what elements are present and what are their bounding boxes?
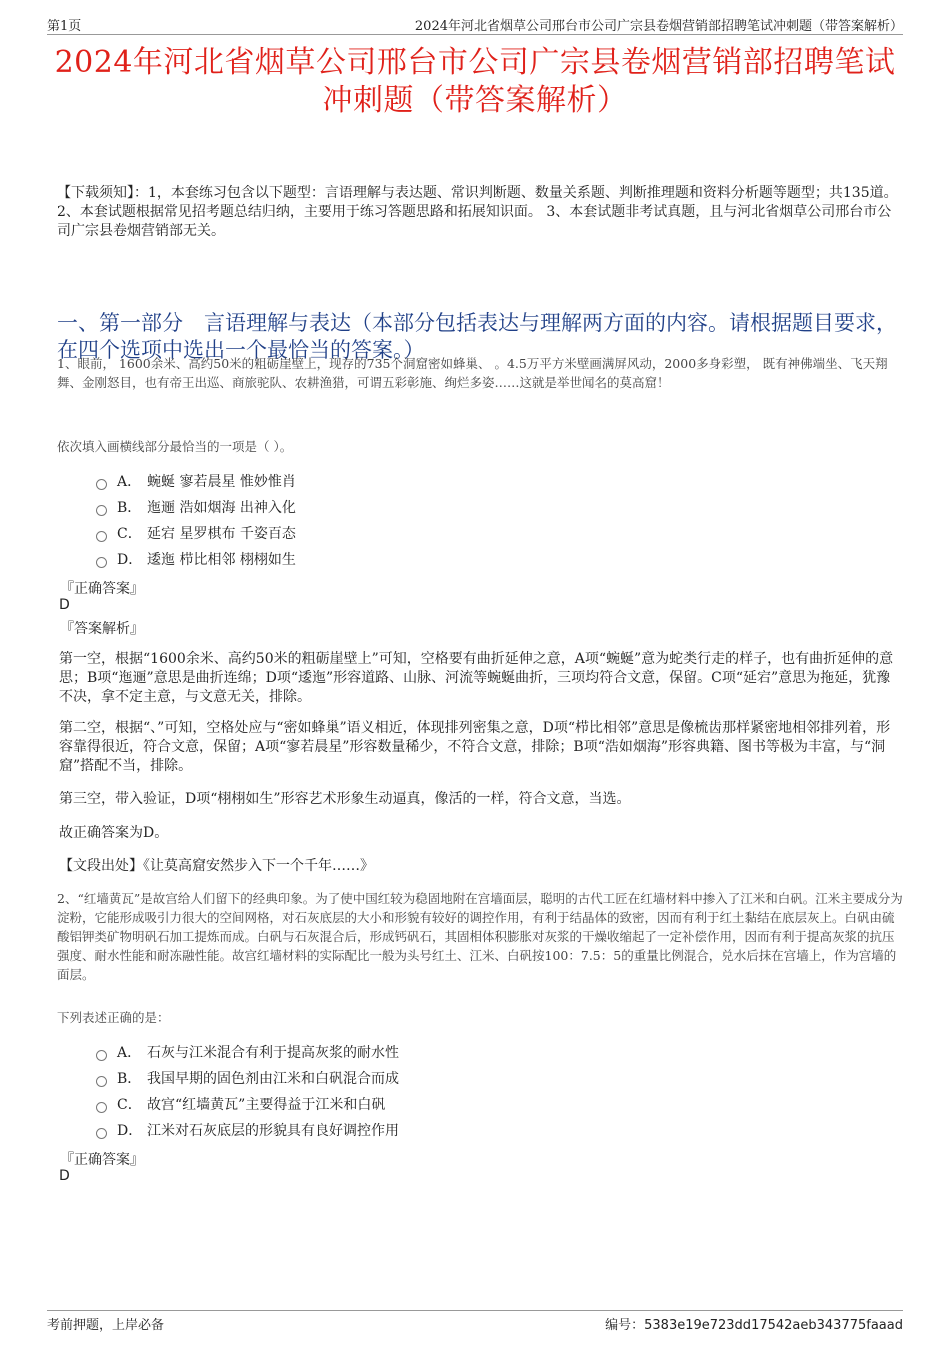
page-footer: [47, 1310, 903, 1333]
download-notice: 【下载须知】：1，本套练习包含以下题型：言语理解与表达题、常识判断题、数量关系题、判断推理题和资料分析题等题型；共135道。 2、本套试题根据常见招考题总结归纳，主要用于练习答题思路和拓展知识面。 3、本套试题非考试真题，且与河北省烟草公司邢台市公司广宗县卷烟营销部无关。: [57, 185, 898, 239]
option-text: 迤逦 浩如烟海 出神入化: [147, 500, 296, 516]
q1-option-b[interactable]: [96, 497, 296, 517]
footer-code-label: 编号：: [605, 1318, 645, 1333]
radio-icon[interactable]: [96, 479, 107, 490]
option-letter: A．: [117, 474, 142, 490]
q1-analysis-label: 『答案解析』: [60, 621, 144, 637]
option-letter: C．: [117, 526, 142, 542]
text-source: 【文段出处】《让莫高窟安然步入下一个千年……》: [59, 858, 374, 874]
q1-answer: D: [59, 597, 70, 613]
page-title: [47, 44, 903, 120]
option-letter: D．: [117, 552, 143, 568]
q2-option-b[interactable]: [96, 1068, 399, 1088]
q2-option-c[interactable]: [96, 1094, 385, 1114]
option-text: 江米对石灰底层的形貌具有良好调控作用: [147, 1123, 399, 1139]
radio-icon[interactable]: [96, 1050, 107, 1061]
option-letter: D．: [117, 1123, 143, 1139]
radio-icon[interactable]: [96, 557, 107, 568]
option-text: 蜿蜒 寥若晨星 惟妙惟肖: [147, 474, 296, 490]
section-heading: 一、第一部分 言语理解与表达（本部分包括表达与理解两方面的内容。请根据题目要求，在四个选项中选出一个最恰当的答案。）: [57, 311, 897, 362]
q1-answer-label: 『正确答案』: [60, 581, 144, 597]
question-1-text: 1、眼前， 1600余米、高约50米的粗砺崖壁上，现存的735个洞窟密如蜂巢、 。4.5万平方米壁画满屏风动，2000多身彩塑， 既有神佛端坐、飞天翔舞、金刚怒目，也有帝王出巡、商旅驼队、农耕渔猎，可谓五彩彰施、绚烂多姿……这就是举世闻名的莫高窟！: [57, 356, 888, 390]
radio-icon[interactable]: [96, 531, 107, 542]
title-line-2: 冲刺题（带答案解析）: [322, 83, 628, 118]
option-letter: C．: [117, 1097, 142, 1113]
option-text: 逶迤 栉比相邻 栩栩如生: [147, 552, 296, 568]
option-text: 延宕 星罗棋布 千姿百态: [147, 526, 296, 542]
q2-option-d[interactable]: [96, 1120, 399, 1140]
header-doc-title: 2024年河北省烟草公司邢台市公司广宗县卷烟营销部招聘笔试冲刺题（带答案解析）: [414, 19, 903, 34]
question-2-prompt: 下列表述正确的是：: [57, 1010, 170, 1025]
q1-option-d[interactable]: [96, 549, 296, 569]
q1-option-c[interactable]: [96, 523, 296, 543]
footer-code-value: 5383e19e723dd17542aeb343775faaad: [644, 1318, 903, 1333]
option-text: 我国早期的固色剂由江米和白矾混合而成: [147, 1071, 399, 1087]
option-letter: A．: [117, 1045, 142, 1061]
title-line-1: 2024年河北省烟草公司邢台市公司广宗县卷烟营销部招聘笔试: [54, 45, 896, 80]
option-letter: B．: [117, 1071, 142, 1087]
option-letter: B．: [117, 500, 142, 516]
option-text: 石灰与江米混合有利于提高灰浆的耐水性: [147, 1045, 399, 1061]
radio-icon[interactable]: [96, 1128, 107, 1139]
analysis-paragraph-3: 第三空，带入验证，D项“栩栩如生”形容艺术形象生动逼真，像活的一样，符合文意，当选。: [59, 791, 631, 807]
radio-icon[interactable]: [96, 1076, 107, 1087]
q2-answer: D: [59, 1168, 70, 1184]
analysis-paragraph-1: 第一空，根据“1600余米、高约50米的粗砺崖壁上”可知，空格要有曲折延伸之意，A项“蜿蜒”意为蛇类行走的样子，也有曲折延伸的意思；B项“迤逦”意思是曲折连绵；D项“逶迤”形容道路、山脉、河流等蜿蜒曲折，三项均符合文意，保留。C项“延宕”意思为拖延，犹豫不决，拿不定主意，与文意无关，排除。: [59, 651, 894, 705]
question-2-text: 2、“红墙黄瓦”是故宫给人们留下的经典印象。为了使中国红较为稳固地附在宫墙面层，聪明的古代工匠在红墙材料中掺入了江米和白矾。江米主要成分为淀粉，它能形成吸引力很大的空间网格，对石灰底层的大小和形貌有较好的调控作用，有利于结晶体的致密，因而有利于红土黏结在底层灰上。白矾由硫酸铝钾类矿物明矾石加工提炼而成。白矾与石灰混合后，形成钙矾石，其固相体积膨胀对灰浆的干燥收缩起了一定补偿作用，因而有利于提高灰浆的抗压强度、耐水性能和耐冻融性能。故宫红墙材料的实际配比一般为头号红土、江米、白矾按100：7.5：5的重量比例混合，兑水后抹在宫墙上，作为宫墙的面层。: [57, 891, 903, 982]
footer-code: [605, 1314, 903, 1333]
radio-icon[interactable]: [96, 1102, 107, 1113]
question-1-prompt: 依次填入画横线部分最恰当的一项是（ ）。: [57, 439, 293, 454]
q2-option-a[interactable]: [96, 1042, 399, 1062]
q2-answer-label: 『正确答案』: [60, 1152, 144, 1168]
analysis-conclusion: 故正确答案为D。: [59, 825, 169, 841]
radio-icon[interactable]: [96, 505, 107, 516]
q1-option-a[interactable]: [96, 471, 296, 491]
footer-slogan: 考前押题，上岸必备: [47, 1318, 165, 1333]
analysis-paragraph-2: 第二空，根据“、”可知，空格处应与“密如蜂巢”语义相近，体现排列密集之意，D项“栉比相邻”意思是像梳齿那样紧密地相邻排列着，形容靠得很近，符合文意，保留；A项“寥若晨星”形容数量稀少，不符合文意，排除；B项“浩如烟海”形容典籍、图书等极为丰富，与“洞窟”搭配不当，排除。: [59, 720, 891, 774]
option-text: 故宫“红墙黄瓦”主要得益于江米和白矾: [147, 1097, 386, 1113]
page-header: [47, 14, 903, 35]
page-number: 第1页: [47, 19, 82, 34]
